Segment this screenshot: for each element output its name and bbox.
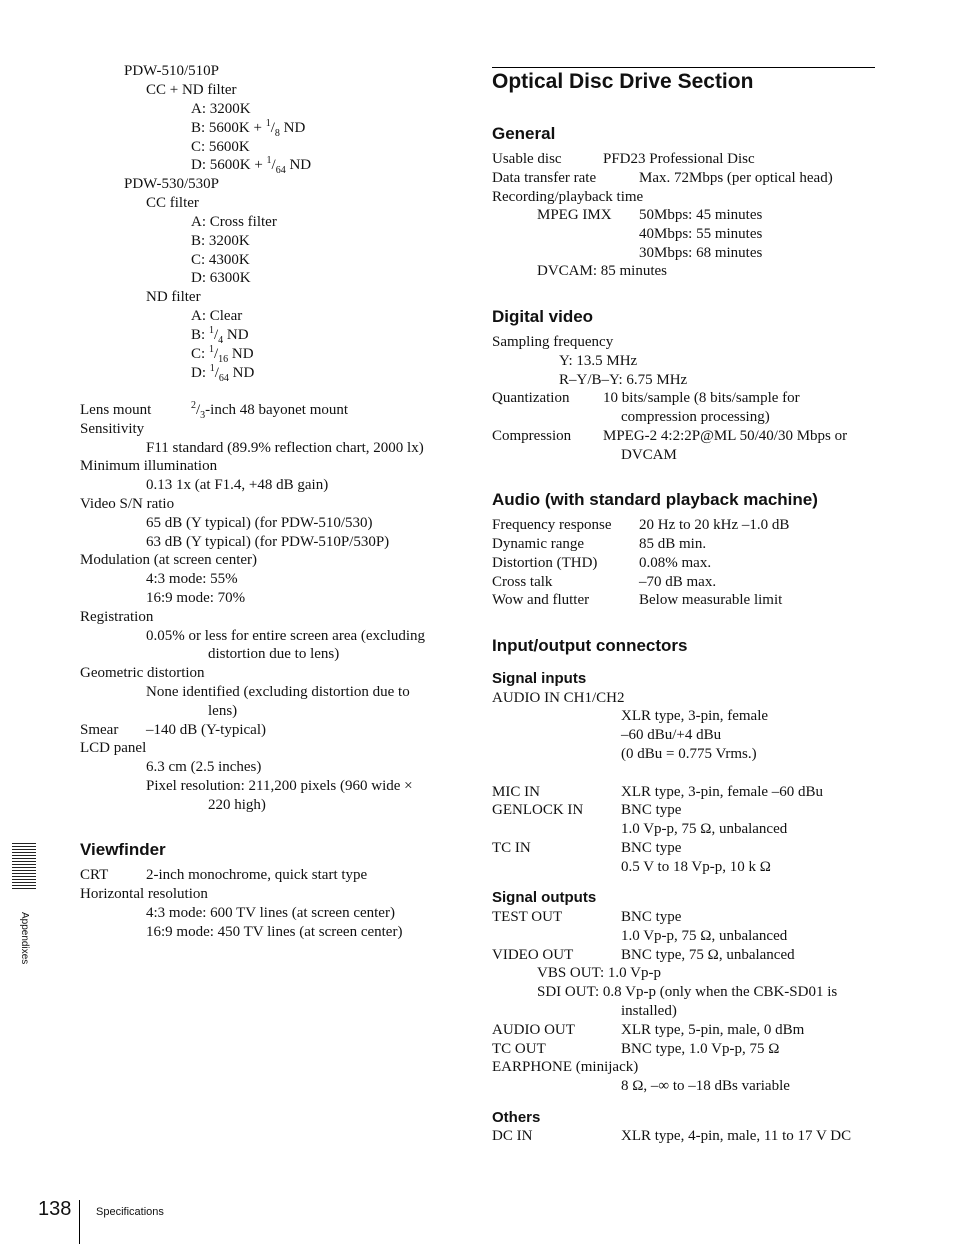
section-title: Optical Disc Drive Section [492,70,754,93]
spec-label: Sensitivity [80,421,145,437]
spec-value: C: 4300K [191,252,250,268]
spec-label: Horizontal resolution [80,886,208,902]
spec-label: GENLOCK IN [492,802,584,818]
spec-value: 40Mbps: 55 minutes [639,226,763,242]
spec-value: BNC type, 1.0 Vp-p, 75 Ω [621,1041,780,1057]
spec-label: Data transfer rate [492,170,597,186]
viewfinder-heading: Viewfinder [80,840,166,859]
spec-label: Sampling frequency [492,334,614,350]
spec-label: TEST OUT [492,909,563,925]
spec-value: D: $5600K + ^1/_{64}$ ND [191,155,312,176]
spec-value: –70 dB max. [639,574,717,590]
spec-value: 30Mbps: 68 minutes [639,245,763,261]
spec-label: Registration [80,609,154,625]
spec-value: BNC type [621,840,682,856]
spec-value: DVCAM: 85 minutes [537,263,668,279]
spec-value: F11 standard (89.9% reflection chart, 2000 lx) [146,440,424,456]
spec-value: B: $5600K + ^1/_8$ ND [191,118,306,139]
spec-value: 85 dB min. [639,536,707,552]
spec-value: BNC type [621,802,682,818]
spec-value: DVCAM [621,447,677,463]
spec-label: EARPHONE (minijack) [492,1059,639,1075]
spec-value: compression processing) [621,409,770,425]
spec-value: MPEG-2 4:2:2P@ML 50/40/30 Mbps or [603,428,848,444]
audio-heading: Audio (with standard playback machine) [492,490,818,509]
spec-value: 50Mbps: 45 minutes [639,207,763,223]
spec-value: 4:3 mode: 600 TV lines (at screen center) [146,905,395,921]
spec-label: Lens mount [80,402,152,418]
general-heading: General [492,124,556,143]
spec-label: CC filter [146,195,199,211]
others-heading: Others [492,1109,541,1126]
spec-label: Wow and flutter [492,592,590,608]
spec-label: Cross talk [492,574,553,590]
spec-label: TC IN [492,840,531,856]
spec-label: DC IN [492,1128,533,1144]
spec-value: lens) [208,703,238,719]
spec-value: A: 3200K [191,101,251,117]
model-heading-pdw530: PDW-530/530P [124,176,220,192]
spec-value: A: Cross filter [191,214,277,230]
spec-value: 20 Hz to 20 kHz –1.0 dB [639,517,790,533]
spec-value: XLR type, 3-pin, female [621,708,769,724]
spec-value: 1.0 Vp-p, 75 Ω, unbalanced [621,928,788,944]
chapter-tab-marker [12,843,36,891]
spec-value: 4:3 mode: 55% [146,571,238,587]
spec-label: TC OUT [492,1041,546,1057]
spec-value: Below measurable limit [639,592,783,608]
spec-label: AUDIO IN CH1/CH2 [492,690,625,706]
side-tab-label: Appendixes [19,912,30,965]
spec-value: 10 bits/sample (8 bits/sample for [603,390,800,406]
spec-label: Usable disc [492,151,562,167]
spec-label: AUDIO OUT [492,1022,575,1038]
spec-value: 65 dB (Y typical) (for PDW-510/530) [146,515,373,531]
spec-value: 8 Ω, –∞ to –18 dBs variable [621,1078,790,1094]
spec-value: XLR type, 4-pin, male, 11 to 17 V DC [621,1128,852,1144]
spec-value: Max. 72Mbps (per optical head) [639,170,833,186]
spec-label: Geometric distortion [80,665,205,681]
spec-value: 16:9 mode: 450 TV lines (at screen center) [146,924,403,940]
model-heading-pdw510: PDW-510/510P [124,63,220,79]
spec-value: XLR type, 3-pin, female –60 dBu [621,784,824,800]
spec-label: Distortion (THD) [492,555,598,571]
spec-value: C: 5600K [191,139,250,155]
spec-value: 0.5 V to 18 Vp-p, 10 k Ω [621,859,771,875]
spec-value: 2-inch monochrome, quick start type [146,867,368,883]
spec-value: Y: 13.5 MHz [559,353,638,369]
spec-label: MPEG IMX [537,207,612,223]
spec-label: Dynamic range [492,536,585,552]
spec-value: 16:9 mode: 70% [146,590,246,606]
spec-value: SDI OUT: 0.8 Vp-p (only when the CBK-SD01 is [537,984,838,1000]
spec-label: Modulation (at screen center) [80,552,258,568]
spec-value: VBS OUT: 1.0 Vp-p [537,965,661,981]
spec-value: 0.05% or less for entire screen area (excluding [146,628,426,644]
footer-section-label: Specifications [96,1206,164,1218]
spec-value: Pixel resolution: 211,200 pixels (960 wide × [146,778,413,794]
spec-label: Smear [80,722,119,738]
spec-value: distortion due to lens) [208,646,340,662]
spec-value: –60 dBu/+4 dBu [621,727,722,743]
page-number: 138 [38,1198,72,1220]
spec-value: 1.0 Vp-p, 75 Ω, unbalanced [621,821,788,837]
spec-value: 220 high) [208,797,266,813]
signal-outputs-heading: Signal outputs [492,889,597,906]
spec-label: Video S/N ratio [80,496,175,512]
spec-label: ND filter [146,289,201,305]
spec-label: LCD panel [80,740,147,756]
spec-value: None identified (excluding distortion due to [146,684,410,700]
spec-value: (0 dBu = 0.775 Vrms.) [621,746,757,762]
footer-divider [79,1200,80,1244]
section-rule [492,67,875,68]
spec-value: PFD23 Professional Disc [603,151,755,167]
io-heading: Input/output connectors [492,636,688,655]
spec-value: D: 6300K [191,270,251,286]
spec-label: MIC IN [492,784,540,800]
spec-value: BNC type, 75 Ω, unbalanced [621,947,795,963]
spec-value: 0.08% max. [639,555,712,571]
spec-label: Minimum illumination [80,458,218,474]
spec-label: VIDEO OUT [492,947,574,963]
spec-value: $^2/_3$-inch 48 bayonet mount [191,400,349,421]
spec-label: Compression [492,428,572,444]
spec-value: 63 dB (Y typical) (for PDW-510P/530P) [146,534,390,550]
spec-value: C: $^1/_{16}$ ND [191,344,254,365]
spec-value: R–Y/B–Y: 6.75 MHz [559,372,688,388]
spec-value: B: $^1/_4$ ND [191,325,249,346]
spec-value: BNC type [621,909,682,925]
spec-value: B: 3200K [191,233,250,249]
digital-video-heading: Digital video [492,307,594,326]
spec-label: Quantization [492,390,570,406]
spec-value: 6.3 cm (2.5 inches) [146,759,262,775]
spec-value: XLR type, 5-pin, male, 0 dBm [621,1022,805,1038]
spec-value: D: $^1/_{64}$ ND [191,363,255,384]
spec-value: 0.13 1x (at F1.4, +48 dB gain) [146,477,329,493]
spec-value: A: Clear [191,308,243,324]
signal-inputs-heading: Signal inputs [492,670,587,687]
spec-label: Recording/playback time [492,189,644,205]
spec-label: CC + ND filter [146,82,237,98]
spec-value: installed) [621,1003,677,1019]
spec-label: CRT [80,867,109,883]
spec-value: –140 dB (Y-typical) [146,722,266,738]
spec-label: Frequency response [492,517,612,533]
